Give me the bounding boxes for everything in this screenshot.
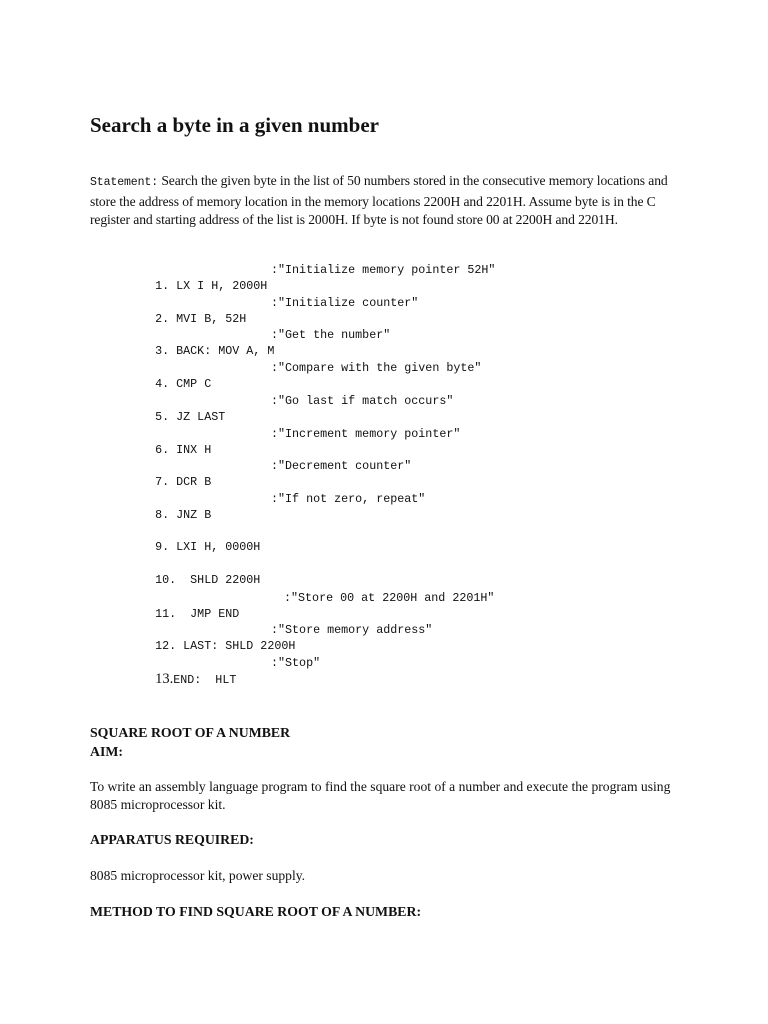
line-comment: :"Initialize memory pointer 52H" xyxy=(271,263,496,277)
apparatus-paragraph: 8085 microprocessor kit, power supply. xyxy=(90,868,306,883)
line-instruction: MVI B, 52H xyxy=(176,312,247,326)
line-number: 10. xyxy=(155,573,177,587)
line-instruction: SHLD 2200H xyxy=(190,573,261,587)
line-instruction: LAST: SHLD 2200H xyxy=(183,639,296,653)
line-comment: :"Stop" xyxy=(271,656,321,670)
line-number: 11. xyxy=(155,607,177,621)
statement-paragraph xyxy=(90,172,680,230)
line-comment: :"Increment memory pointer" xyxy=(271,427,461,441)
page-title: Search a byte in a given number xyxy=(90,113,379,137)
apparatus-heading: APPARATUS REQUIRED: xyxy=(90,832,254,847)
line-comment: :"Store memory address" xyxy=(271,623,433,637)
line-instruction: BACK: MOV A, M xyxy=(176,344,275,358)
line-comment: :"Initialize counter" xyxy=(271,296,419,310)
line-instruction: INX H xyxy=(176,443,212,457)
line-instruction: JNZ B xyxy=(176,508,212,522)
line-comment: :"Store 00 at 2200H and 2201H" xyxy=(284,591,495,605)
aim-paragraph: To write an assembly language program to find the square root of a number and execute the program using 8085 microprocessor kit. xyxy=(90,779,671,812)
line-instruction: DCR B xyxy=(176,475,212,489)
line-number: 2. xyxy=(155,312,170,326)
line-comment: :"Compare with the given byte" xyxy=(271,361,482,375)
line-number: 7. xyxy=(155,475,170,489)
line-instruction: LX I H, 2000H xyxy=(176,279,268,293)
line-instruction: JMP END xyxy=(190,607,240,621)
line-number: 12. xyxy=(155,639,177,653)
line-number: 13. xyxy=(155,671,174,687)
line-number: 6. xyxy=(155,443,170,457)
line-comment: :"If not zero, repeat" xyxy=(271,492,426,506)
line-comment: :"Get the number" xyxy=(271,328,391,342)
line-number: 3. xyxy=(155,344,170,358)
line-number: 8. xyxy=(155,508,170,522)
line-instruction: CMP C xyxy=(176,377,212,391)
line-instruction: JZ LAST xyxy=(176,410,226,424)
method-heading: METHOD TO FIND SQUARE ROOT OF A NUMBER: xyxy=(90,904,422,919)
aim-heading: AIM: xyxy=(90,744,123,759)
statement-text: Search the given byte in the list of 50 numbers stored in the consecutive memory locations and store the address of memory location in the memory locations 2200H and 2201H. Assume byte is in the C register and starting address of the list is 2000H. If byte is not found store 00 at 2200H and 2201H. xyxy=(90,173,668,227)
line-number: 9. xyxy=(155,540,170,554)
line-number: 5. xyxy=(155,410,170,424)
line-comment: :"Decrement counter" xyxy=(271,459,412,473)
line-number: 1. xyxy=(155,279,170,293)
statement-label: Statement: xyxy=(90,176,159,189)
line-comment: :"Go last if match occurs" xyxy=(271,394,454,408)
section-heading: SQUARE ROOT OF A NUMBER xyxy=(90,725,291,740)
line-instruction: LXI H, 0000H xyxy=(176,540,261,554)
line-instruction: END: HLT xyxy=(173,673,237,687)
line-number: 4. xyxy=(155,377,170,391)
code-line xyxy=(113,655,321,704)
